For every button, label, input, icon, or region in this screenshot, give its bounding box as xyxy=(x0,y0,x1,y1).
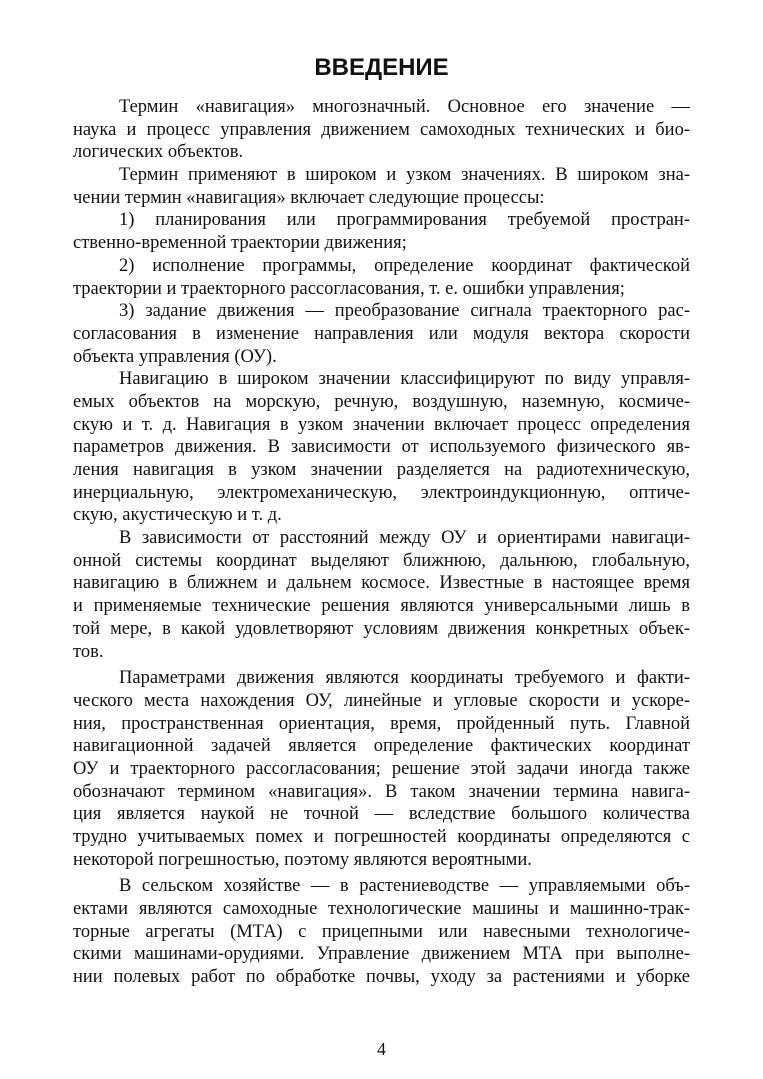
text-line: 3) задание движения — преобразование сигнала траекторного рас- xyxy=(119,301,690,322)
text-line: навигацию в ближнем и дальнем космосе. Известные в настоящее время xyxy=(73,573,690,594)
text-line: логических объектов. xyxy=(73,142,244,163)
text-line: ектами являются самоходные технологические машины и машинно-трак- xyxy=(73,899,690,920)
text-line: онной системы координат выделяют ближнюю, дальнюю, глобальную, xyxy=(73,550,690,571)
text-line: траектории и траекторного рассогласования, т. е. ошибки управления; xyxy=(73,278,625,299)
text-line: скими машинами-орудиями. Управление движением МТА при выполне- xyxy=(73,944,690,965)
paragraph xyxy=(73,667,690,871)
text-line: Термин «навигация» многозначный. Основное его значение — xyxy=(119,97,690,117)
page-title: ВВЕДЕНИЕ xyxy=(314,54,449,81)
text-line: ственно-временной траектории движения; xyxy=(73,233,407,254)
paragraph xyxy=(73,368,690,527)
paragraph xyxy=(73,300,690,368)
paragraph xyxy=(73,875,690,988)
paragraph xyxy=(73,96,690,164)
text-line: некоторой погрешностью, поэтому являются вероятными. xyxy=(73,849,532,870)
paragraph xyxy=(73,255,690,300)
text-line: В сельском хозяйстве — в растениеводстве — управляемыми объ- xyxy=(119,876,690,897)
paragraph xyxy=(73,527,690,663)
text-line: наука и процесс управления движением самоходных технических и био- xyxy=(73,119,690,140)
text-line: и применяемые технические решения являются универсальными лишь в xyxy=(73,596,690,617)
text-line: чении термин «навигация» включает следующие процессы: xyxy=(73,187,545,208)
text-line: навигационной задачей является определение фактических координат xyxy=(73,736,690,757)
text-line: ОУ и траекторного рассогласования; решение этой задачи иногда также xyxy=(73,758,690,779)
text-line: согласования в изменение направления или модуля вектора скорости xyxy=(73,323,690,344)
text-line: 2) исполнение программы, определение координат фактической xyxy=(119,255,690,276)
page-number: 4 xyxy=(377,1039,386,1059)
text-line: тов. xyxy=(73,641,104,662)
text-line: нии полевых работ по обработке почвы, уходу за растениями и уборке xyxy=(73,967,690,988)
text-line: ния, пространственная ориентация, время, пройденный путь. Главной xyxy=(73,713,690,734)
text-line: ция является наукой не точной — вследствие большого количества xyxy=(73,804,690,825)
text-line: Параметрами движения являются координаты требуемого и факти- xyxy=(119,668,690,689)
text-line: объекта управления (ОУ). xyxy=(73,346,277,367)
text-line: инерциальную, электромеханическую, электроиндукционную, оптиче- xyxy=(73,482,690,503)
text-line: емых объектов на морскую, речную, воздушную, наземную, космиче- xyxy=(73,391,690,412)
text-line: скую, акустическую и т. д. xyxy=(73,505,282,526)
text-line: 1) планирования или программирования требуемой простран- xyxy=(119,210,690,231)
text-line: той мере, в какой удовлетворяют условиям движения конкретных объек- xyxy=(73,618,690,639)
text-line: трудно учитываемых помех и погрешностей координаты определяются с xyxy=(73,827,690,847)
text-line: параметров движения. В зависимости от используемого физического яв- xyxy=(73,437,690,458)
body-text xyxy=(73,96,690,989)
paragraph xyxy=(73,164,690,209)
paragraph xyxy=(73,209,690,254)
text-line: Термин применяют в широком и узком значениях. В широком зна- xyxy=(119,165,690,186)
text-line: ческого места нахождения ОУ, линейные и угловые скорости и ускоре- xyxy=(73,690,690,711)
text-line: обозначают термином «навигация». В таком значении термина навига- xyxy=(73,781,690,802)
text-line: Навигацию в широком значении классифицируют по виду управля- xyxy=(119,369,690,390)
text-line: В зависимости от расстояний между ОУ и ориентирами навигаци- xyxy=(119,528,690,549)
text-line: ления навигация в узком значении разделяется на радиотехническую, xyxy=(73,460,690,480)
text-line: торные агрегаты (МТА) с прицепными или навесными технологиче- xyxy=(73,921,690,942)
text-line: скую и т. д. Навигация в узком значении включает процесс определения xyxy=(73,414,690,435)
